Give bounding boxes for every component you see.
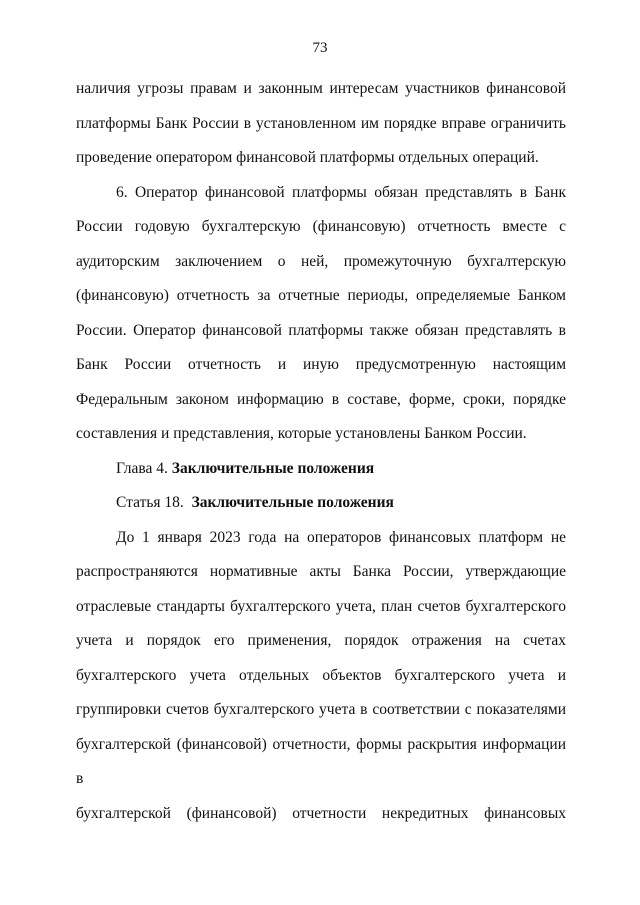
text-line: 6. Оператор финансовой платформы обязан представлять в Банк <box>116 183 566 201</box>
document-body <box>76 72 566 831</box>
text-line: России годовую бухгалтерскую (финансовую) отчетность вместе с <box>76 218 566 235</box>
text-line: группировки счетов бухгалтерского учета в соответствии с показателями <box>76 701 566 718</box>
chapter-title: Заключительные положения <box>171 459 375 477</box>
text-line: составления и представления, которые установлены Банком России. <box>76 425 527 442</box>
chapter-prefix: Глава 4. <box>116 459 172 477</box>
article-prefix: Статья 18. <box>116 494 192 511</box>
text-line: бухгалтерского учета отдельных объектов бухгалтерского учета и <box>76 666 566 684</box>
text-line: отраслевые стандарты бухгалтерского учета, план счетов бухгалтерского <box>76 597 566 615</box>
text-line: аудиторским заключением о ней, промежуточную бухгалтерскую <box>76 252 566 270</box>
text-line: До 1 января 2023 года на операторов финансовых платформ не <box>116 528 566 546</box>
text-line: проведение оператором финансовой платформы отдельных операций. <box>76 149 539 166</box>
text-line: распространяются нормативные акты Банка России, утверждающие <box>76 563 566 580</box>
text-line: платформы Банк России в установленном им порядке вправе ограничить <box>76 114 566 132</box>
page-number: 73 <box>312 40 328 56</box>
text-line: России. Оператор финансовой платформы также обязан представлять в <box>76 321 566 339</box>
text-line: (финансовую) отчетность за отчетные периоды, определяемые Банком <box>76 287 566 304</box>
text-line: Банк России отчетность и иную предусмотренную настоящим <box>76 356 566 373</box>
text-line: учета и порядок его применения, порядок отражения на счетах <box>76 632 566 649</box>
text-line: бухгалтерской (финансовой) отчетности, формы раскрытия информации в <box>76 735 566 787</box>
article-heading <box>76 486 566 521</box>
text-line: наличия угрозы правам и законным интересам участников финансовой <box>76 80 566 97</box>
text-line: бухгалтерской (финансовой) отчетности некредитных финансовых <box>76 804 566 822</box>
text-line: Федеральным законом информацию в составе, форме, сроки, порядке <box>76 390 566 408</box>
chapter-heading <box>76 452 566 487</box>
paragraph-1 <box>76 72 566 176</box>
paragraph-2 <box>76 176 566 452</box>
paragraph-3 <box>76 521 566 832</box>
article-title: Заключительные положения <box>191 494 394 511</box>
